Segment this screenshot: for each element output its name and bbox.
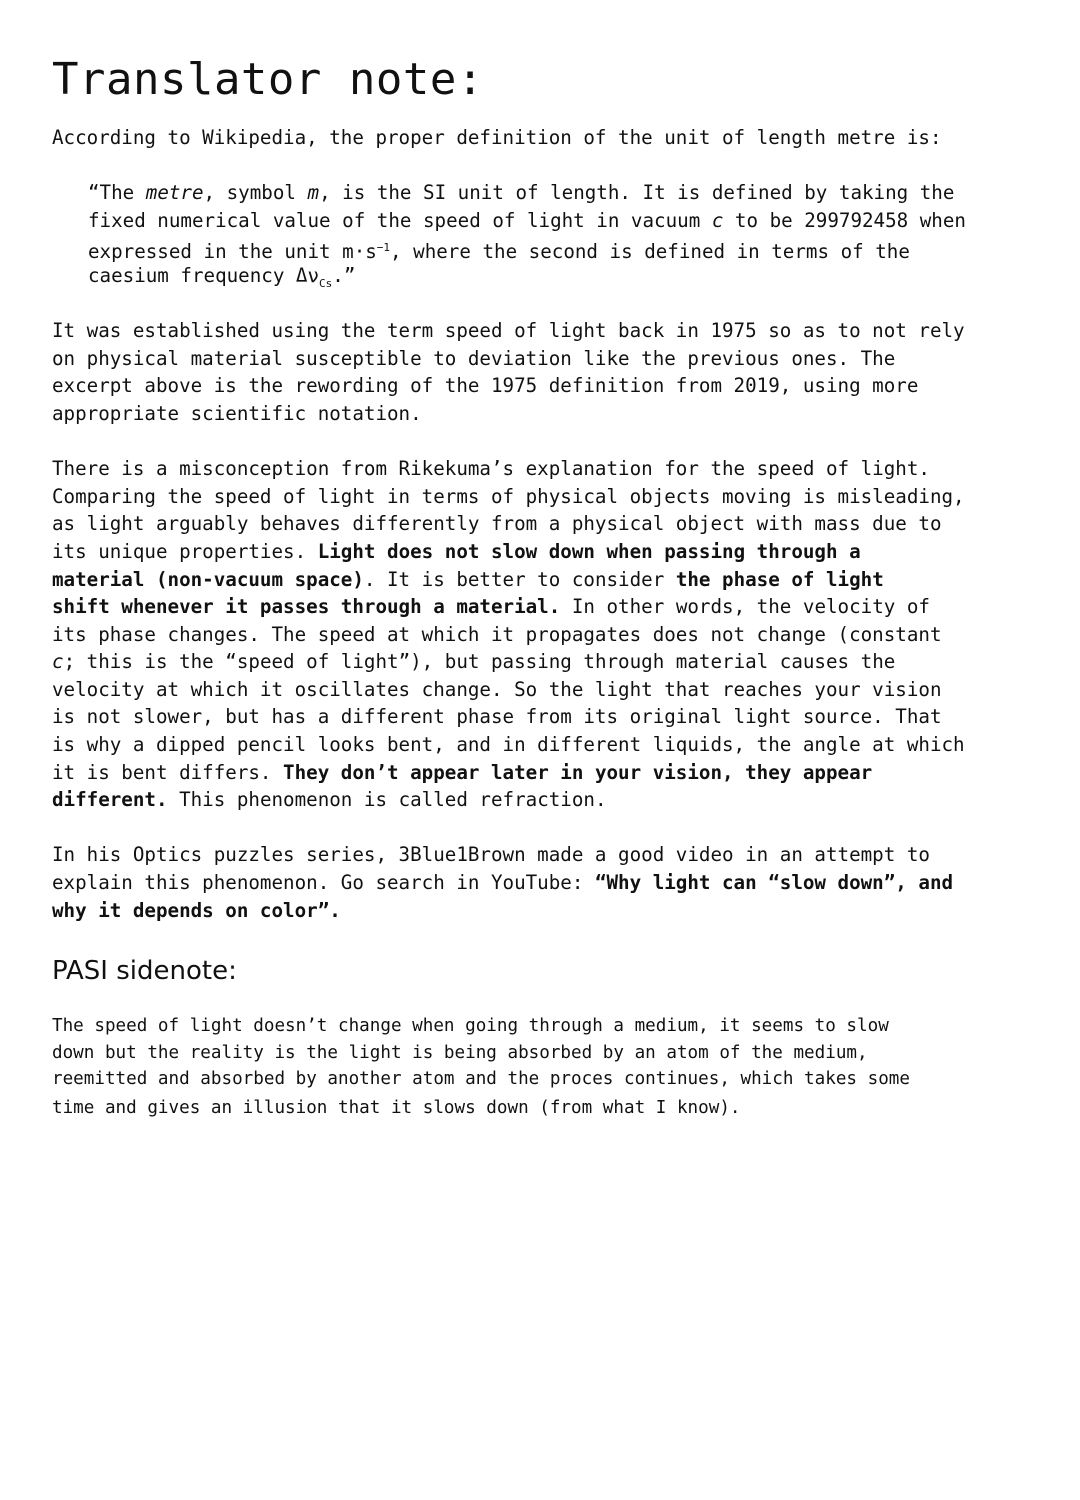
quote-line-4: caesium frequency $\Delta\nu_{Cs}$.” bbox=[88, 264, 356, 290]
para2-line: shift whenever it passes through a material. In other words, the velocity of bbox=[52, 595, 930, 618]
para2-line: material (non-vacuum space). It is better to consider the phase of light bbox=[52, 568, 884, 591]
translator-note-heading: Translator note: bbox=[52, 54, 484, 105]
para1-line: appropriate scientific notation. bbox=[52, 402, 422, 425]
para3-line: why it depends on color”. bbox=[52, 899, 341, 922]
para2-line: velocity at which it oscillates change. So the light that reaches your vision bbox=[52, 678, 942, 701]
para2-line: is why a dipped pencil looks bent, and in different liquids, the angle at which bbox=[52, 733, 965, 756]
quote-line-1: “The metre, symbol m, is the SI unit of length. It is defined by taking the bbox=[88, 181, 955, 204]
para2-line: it is bent differs. They don’t appear later in your vision, they appear bbox=[52, 761, 873, 784]
para2-line: There is a misconception from Rikekuma’s explanation for the speed of light. bbox=[52, 457, 930, 480]
para2-line: as light arguably behaves differently from a physical object with mass due to bbox=[52, 512, 942, 535]
para1-line: on physical material susceptible to deviation like the previous ones. The bbox=[52, 347, 896, 370]
para2-line: its unique properties. Light does not slow down when passing through a bbox=[52, 540, 861, 563]
para3-line: In his Optics puzzles series, 3Blue1Brown made a good video in an attempt to bbox=[52, 843, 930, 866]
pasi-sidenote-heading: PASI sidenote: bbox=[52, 956, 237, 986]
para1-line: It was established using the term speed of light back in 1975 so as to not rely bbox=[52, 319, 965, 342]
para2-line: is not slower, but has a different phase from its original light source. That bbox=[52, 705, 942, 728]
sidenote-line: reemitted and absorbed by another atom and the proces continues, which takes some bbox=[52, 1069, 910, 1089]
para2-line: c; this is the “speed of light”), but passing through material causes the bbox=[52, 650, 896, 673]
intro-paragraph: According to Wikipedia, the proper definition of the unit of length metre is: bbox=[52, 126, 942, 149]
para1-line: excerpt above is the rewording of the 1975 definition from 2019, using more bbox=[52, 374, 919, 397]
para2-line: different. This phenomenon is called refraction. bbox=[52, 788, 607, 811]
quote-line-2: fixed numerical value of the speed of light in vacuum c to be 299792458 when bbox=[88, 209, 966, 232]
para2-line: its phase changes. The speed at which it propagates does not change (constant bbox=[52, 623, 942, 646]
para2-line: Comparing the speed of light in terms of physical objects moving is misleading, bbox=[52, 485, 965, 508]
para3-line: explain this phenomenon. Go search in YouTube: “Why light can “slow down”, and bbox=[52, 871, 954, 894]
sidenote-line: down but the reality is the light is being absorbed by an atom of the medium, bbox=[52, 1043, 868, 1063]
sidenote-line: time and gives an illusion that it slows down (from what I know). bbox=[52, 1098, 741, 1118]
quote-line-3: expressed in the unit $m\cdot s^{-1}$, where the second is defined in terms of the bbox=[88, 240, 910, 263]
sidenote-line: The speed of light doesn’t change when going through a medium, it seems to slow bbox=[52, 1016, 889, 1036]
